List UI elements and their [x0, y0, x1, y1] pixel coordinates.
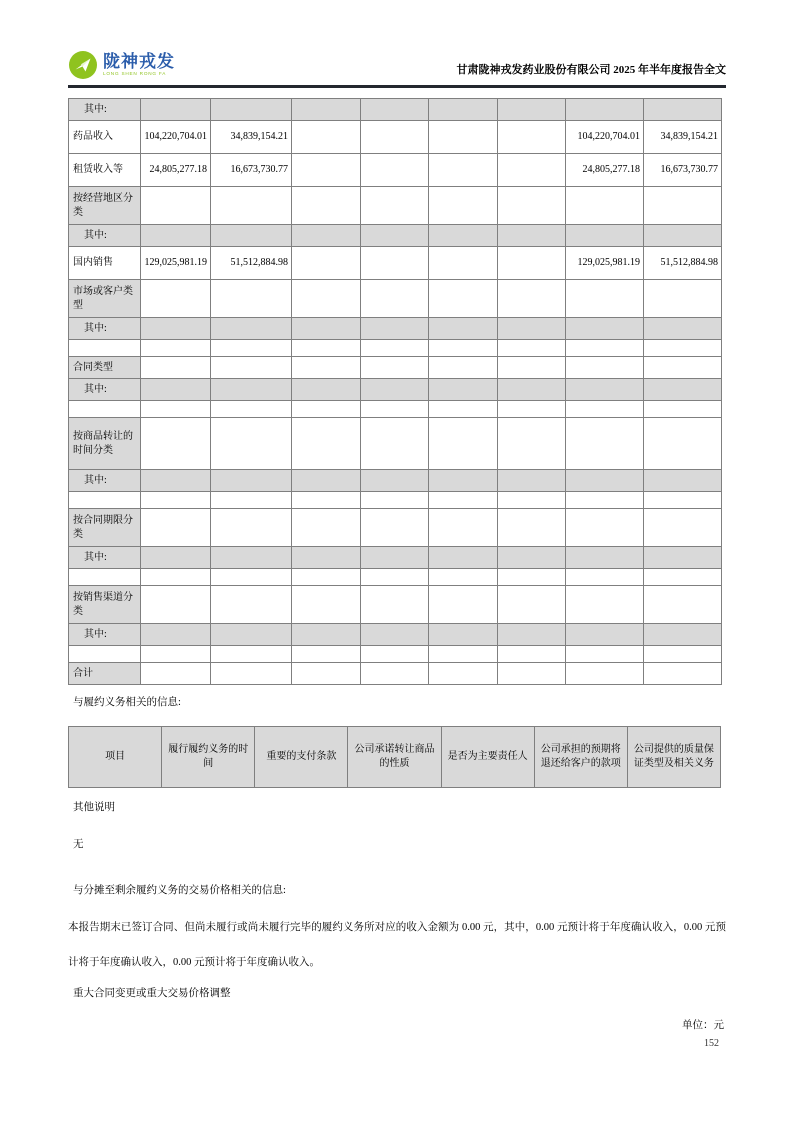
table-cell	[429, 646, 498, 663]
table-cell	[429, 225, 498, 247]
table-cell	[292, 379, 361, 401]
column-header: 公司承诺转让商品的性质	[348, 727, 441, 788]
table-cell	[644, 187, 722, 225]
table-cell	[141, 663, 211, 685]
table-cell	[644, 401, 722, 418]
table-cell	[211, 225, 292, 247]
table-cell	[498, 187, 566, 225]
table-cell	[498, 225, 566, 247]
table-cell	[429, 187, 498, 225]
table-cell	[429, 418, 498, 470]
table-cell	[211, 187, 292, 225]
table-cell	[141, 340, 211, 357]
table-cell	[498, 154, 566, 187]
unit-note: 单位：元	[682, 1020, 724, 1031]
table-cell	[566, 318, 644, 340]
table-row	[69, 547, 722, 569]
table-cell	[361, 154, 429, 187]
table-cell	[498, 646, 566, 663]
table-row	[69, 187, 722, 225]
table-cell	[211, 470, 292, 492]
table-row	[69, 492, 722, 509]
table-cell	[361, 646, 429, 663]
table-cell	[498, 509, 566, 547]
table-cell	[361, 318, 429, 340]
table-cell	[566, 99, 644, 121]
table-cell	[644, 280, 722, 318]
table-row	[69, 663, 722, 685]
table-cell	[361, 663, 429, 685]
table-cell	[566, 187, 644, 225]
table-row	[69, 280, 722, 318]
table-cell	[498, 379, 566, 401]
row-label: 其中:	[69, 379, 141, 401]
column-header: 项目	[69, 727, 162, 788]
table-cell	[292, 509, 361, 547]
table-cell	[361, 340, 429, 357]
table-cell	[211, 624, 292, 646]
table-cell	[566, 663, 644, 685]
table-row	[69, 569, 722, 586]
table-cell	[498, 418, 566, 470]
row-label	[69, 492, 141, 509]
table-cell	[498, 663, 566, 685]
table-row	[69, 470, 722, 492]
table-cell	[141, 187, 211, 225]
row-label: 其中:	[69, 318, 141, 340]
table-cell	[361, 547, 429, 569]
table-row	[69, 418, 722, 470]
table-row	[69, 646, 722, 663]
table-cell	[644, 509, 722, 547]
table-cell	[141, 318, 211, 340]
table-cell	[498, 492, 566, 509]
table-row	[69, 225, 722, 247]
table-cell	[211, 586, 292, 624]
table-row	[69, 586, 722, 624]
table-cell	[211, 357, 292, 379]
table-cell	[141, 547, 211, 569]
table-cell: 16,673,730.77	[644, 154, 722, 187]
row-label: 其中:	[69, 99, 141, 121]
table-cell	[292, 225, 361, 247]
table-cell: 34,839,154.21	[211, 121, 292, 154]
table-cell: 129,025,981.19	[141, 247, 211, 280]
row-label	[69, 401, 141, 418]
table-cell	[141, 379, 211, 401]
table-cell	[361, 492, 429, 509]
table-cell	[292, 340, 361, 357]
table-cell	[566, 586, 644, 624]
row-label: 按经营地区分类	[69, 187, 141, 225]
table-cell	[644, 379, 722, 401]
table-cell	[211, 379, 292, 401]
table-cell	[361, 379, 429, 401]
table-row	[69, 401, 722, 418]
row-label	[69, 340, 141, 357]
table-cell	[141, 569, 211, 586]
row-label	[69, 646, 141, 663]
table-cell	[292, 624, 361, 646]
table-cell	[292, 586, 361, 624]
table-cell	[498, 401, 566, 418]
table-cell	[211, 99, 292, 121]
major-change-heading: 重大合同变更或重大交易价格调整	[73, 988, 231, 999]
table-cell	[644, 492, 722, 509]
logo-subtext: LONG SHEN RONG FA	[103, 71, 167, 77]
table-cell	[566, 492, 644, 509]
table-cell	[292, 280, 361, 318]
table-cell	[644, 569, 722, 586]
table-cell	[292, 99, 361, 121]
table-cell	[141, 280, 211, 318]
table-cell	[498, 318, 566, 340]
table-cell	[498, 247, 566, 280]
table-cell	[644, 99, 722, 121]
table-row	[69, 357, 722, 379]
table-cell	[429, 340, 498, 357]
table-cell	[361, 509, 429, 547]
table-cell	[361, 624, 429, 646]
table-cell: 24,805,277.18	[566, 154, 644, 187]
table-cell	[644, 418, 722, 470]
table-cell	[211, 492, 292, 509]
other-note-value: 无	[73, 839, 84, 850]
table-cell	[429, 624, 498, 646]
table-cell	[141, 586, 211, 624]
table-cell	[211, 547, 292, 569]
table-cell	[361, 247, 429, 280]
table-cell	[429, 154, 498, 187]
page-header	[68, 48, 726, 80]
table-cell	[211, 663, 292, 685]
row-label: 药品收入	[69, 121, 141, 154]
table-row	[69, 99, 722, 121]
table-cell	[498, 280, 566, 318]
table-cell: 34,839,154.21	[644, 121, 722, 154]
row-label: 国内销售	[69, 247, 141, 280]
other-note-label: 其他说明	[73, 802, 115, 813]
table-cell	[361, 99, 429, 121]
row-label: 市场或客户类型	[69, 280, 141, 318]
table-cell	[644, 663, 722, 685]
table-cell	[292, 318, 361, 340]
row-label: 按销售渠道分类	[69, 586, 141, 624]
table-row	[69, 340, 722, 357]
table-cell: 51,512,884.98	[644, 247, 722, 280]
table-cell	[429, 663, 498, 685]
table-cell	[429, 379, 498, 401]
table-cell	[361, 418, 429, 470]
table-cell	[141, 509, 211, 547]
table-row	[69, 624, 722, 646]
table-row	[69, 154, 722, 187]
allocation-heading: 与分摊至剩余履约义务的交易价格相关的信息:	[73, 885, 286, 896]
table-cell	[211, 646, 292, 663]
table-cell	[644, 318, 722, 340]
table-cell	[498, 586, 566, 624]
table-cell	[566, 547, 644, 569]
row-label: 合计	[69, 663, 141, 685]
table-cell	[292, 663, 361, 685]
column-header: 公司提供的质量保证类型及相关义务	[627, 727, 720, 788]
table-row	[69, 247, 722, 280]
table-cell	[429, 401, 498, 418]
table-cell	[292, 646, 361, 663]
row-label: 租赁收入等	[69, 154, 141, 187]
table-cell: 104,220,704.01	[141, 121, 211, 154]
table-cell	[566, 340, 644, 357]
table-cell	[566, 509, 644, 547]
table-cell	[141, 492, 211, 509]
table-cell	[292, 247, 361, 280]
table-cell	[429, 586, 498, 624]
table-cell	[141, 624, 211, 646]
revenue-breakdown-table	[68, 98, 722, 685]
table-cell	[566, 470, 644, 492]
table-cell	[141, 99, 211, 121]
table-cell	[429, 247, 498, 280]
table-cell	[292, 357, 361, 379]
table-cell	[361, 121, 429, 154]
table-cell	[141, 470, 211, 492]
table-cell	[644, 646, 722, 663]
table-cell	[141, 418, 211, 470]
table-row	[69, 121, 722, 154]
table-cell	[498, 569, 566, 586]
table-cell	[292, 401, 361, 418]
table-cell	[566, 401, 644, 418]
table-cell	[429, 357, 498, 379]
row-label: 按合同期限分类	[69, 509, 141, 547]
row-label: 其中:	[69, 624, 141, 646]
table-cell	[429, 492, 498, 509]
page-number: 152	[704, 1038, 719, 1049]
table-cell	[211, 318, 292, 340]
table-cell	[429, 470, 498, 492]
table-cell	[211, 401, 292, 418]
table-row	[69, 379, 722, 401]
table-cell	[566, 569, 644, 586]
table-cell	[292, 569, 361, 586]
column-header: 履行履约义务的时间	[162, 727, 255, 788]
table-cell	[644, 340, 722, 357]
table-cell: 24,805,277.18	[141, 154, 211, 187]
table-cell	[141, 646, 211, 663]
table-cell	[498, 99, 566, 121]
row-label	[69, 569, 141, 586]
table-cell	[292, 547, 361, 569]
row-label: 其中:	[69, 225, 141, 247]
table-cell	[361, 280, 429, 318]
table-cell	[644, 225, 722, 247]
table-cell	[498, 357, 566, 379]
table-cell	[644, 624, 722, 646]
table-cell	[566, 418, 644, 470]
performance-obligations-table	[68, 726, 721, 788]
table-cell: 51,512,884.98	[211, 247, 292, 280]
obligation-info-heading: 与履约义务相关的信息:	[73, 697, 181, 708]
report-title: 甘肃陇神戎发药业股份有限公司 2025 年半年度报告全文	[456, 64, 726, 76]
table-cell	[211, 340, 292, 357]
table-cell	[211, 418, 292, 470]
table-cell	[498, 470, 566, 492]
table-cell	[644, 547, 722, 569]
table-cell	[211, 509, 292, 547]
column-header: 公司承担的预期将退还给客户的款项	[534, 727, 627, 788]
company-logo	[68, 50, 184, 80]
table-cell	[429, 121, 498, 154]
table-cell	[498, 121, 566, 154]
table-cell	[292, 154, 361, 187]
table-cell: 104,220,704.01	[566, 121, 644, 154]
table-cell	[429, 509, 498, 547]
allocation-paragraph: 本报告期末已签订合同、但尚未履行或尚未履行完毕的履约义务所对应的收入金额为 0.00 元，其中，0.00 元预计将于年度确认收入，0.00 元预计将于年度确认收入，0.00 元预计将于年度确认收入。	[68, 922, 726, 968]
table-cell	[644, 586, 722, 624]
table-cell	[566, 646, 644, 663]
table-cell	[141, 357, 211, 379]
table-cell	[292, 418, 361, 470]
column-header: 是否为主要责任人	[441, 727, 534, 788]
table-cell	[141, 401, 211, 418]
row-label: 按商品转让的时间分类	[69, 418, 141, 470]
table-cell	[361, 586, 429, 624]
table-row	[69, 509, 722, 547]
table-cell	[566, 379, 644, 401]
logo-text: 陇神戎发	[103, 51, 175, 71]
table-cell	[361, 569, 429, 586]
table-cell	[292, 121, 361, 154]
row-label: 合同类型	[69, 357, 141, 379]
table-cell	[429, 569, 498, 586]
table-cell	[429, 318, 498, 340]
header-rule	[68, 85, 726, 88]
table-cell	[211, 569, 292, 586]
company-logo-icon	[68, 50, 98, 80]
table-cell	[566, 280, 644, 318]
table-cell	[429, 280, 498, 318]
table-cell	[498, 340, 566, 357]
table-cell	[644, 470, 722, 492]
table-cell	[566, 357, 644, 379]
table-cell	[361, 225, 429, 247]
table-cell	[566, 225, 644, 247]
table-cell: 129,025,981.19	[566, 247, 644, 280]
row-label: 其中:	[69, 470, 141, 492]
table-cell	[566, 624, 644, 646]
table-cell	[211, 280, 292, 318]
table-cell	[292, 187, 361, 225]
table-cell	[429, 99, 498, 121]
table-cell	[292, 492, 361, 509]
table-cell	[429, 547, 498, 569]
table-cell	[361, 187, 429, 225]
table-row	[69, 318, 722, 340]
table-cell	[498, 547, 566, 569]
row-label: 其中:	[69, 547, 141, 569]
table-cell	[361, 357, 429, 379]
table-cell	[498, 624, 566, 646]
table-cell	[141, 225, 211, 247]
table-header-row	[69, 727, 721, 788]
column-header: 重要的支付条款	[255, 727, 348, 788]
table-cell	[644, 357, 722, 379]
table-cell	[361, 401, 429, 418]
table-cell	[361, 470, 429, 492]
table-cell: 16,673,730.77	[211, 154, 292, 187]
table-cell	[292, 470, 361, 492]
